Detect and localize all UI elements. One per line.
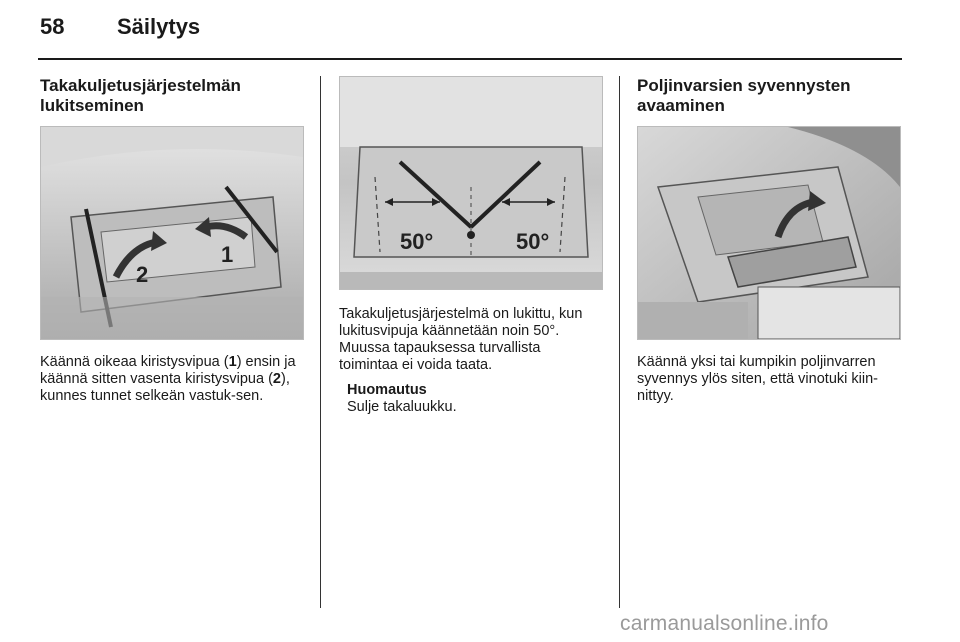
- note-box: [339, 382, 603, 416]
- heading-line: Poljinvarsien syvennysten: [637, 76, 851, 95]
- instruction-text: Käännä yksi tai kumpikin poljinvarren syvennys ylös siten, että vinotuki kiin-nittyy.: [637, 354, 878, 404]
- page-title: Säilytys: [117, 14, 201, 39]
- note-title: Huomautus: [347, 382, 427, 398]
- lock-description: Takakuljetusjärjestelmä on lukittu, kun lukitusvipuja käännetään noin 50°. Muussa tapauksessa turvallista toimintaa ei voida taata.: [339, 306, 583, 373]
- figure-label-1: 1: [221, 242, 234, 267]
- heading-line: lukitseminen: [40, 96, 144, 115]
- heading-line: Takakuljetusjärjestelmän: [40, 76, 241, 95]
- angle-label-left: 50°: [400, 229, 434, 254]
- figure-label-2: 2: [136, 262, 149, 287]
- note-text: Sulje takaluukku.: [347, 399, 457, 415]
- page-number: 58: [40, 14, 65, 39]
- header-rule: [38, 58, 902, 60]
- middle-column: [339, 76, 603, 416]
- watermark: carmanualsonline.info: [620, 612, 829, 635]
- lock-angle-figure: [339, 76, 603, 290]
- heading-line: avaaminen: [637, 96, 725, 115]
- column-divider: [320, 76, 321, 608]
- pedal-arm-recess-figure: [637, 126, 901, 340]
- left-column: [40, 76, 304, 405]
- section-heading: [40, 76, 304, 116]
- instruction-text: Käännä oikeaa kiristysvipua (1) ensin ja käännä sitten vasenta kiristysvipua (2), kunnes tunnet selkeän vastuk-sen.: [40, 354, 296, 404]
- angle-label-right: 50°: [516, 229, 550, 254]
- section-heading: [637, 76, 901, 116]
- tension-levers-figure: [40, 126, 304, 340]
- column-divider: [619, 76, 620, 608]
- right-column: [637, 76, 901, 405]
